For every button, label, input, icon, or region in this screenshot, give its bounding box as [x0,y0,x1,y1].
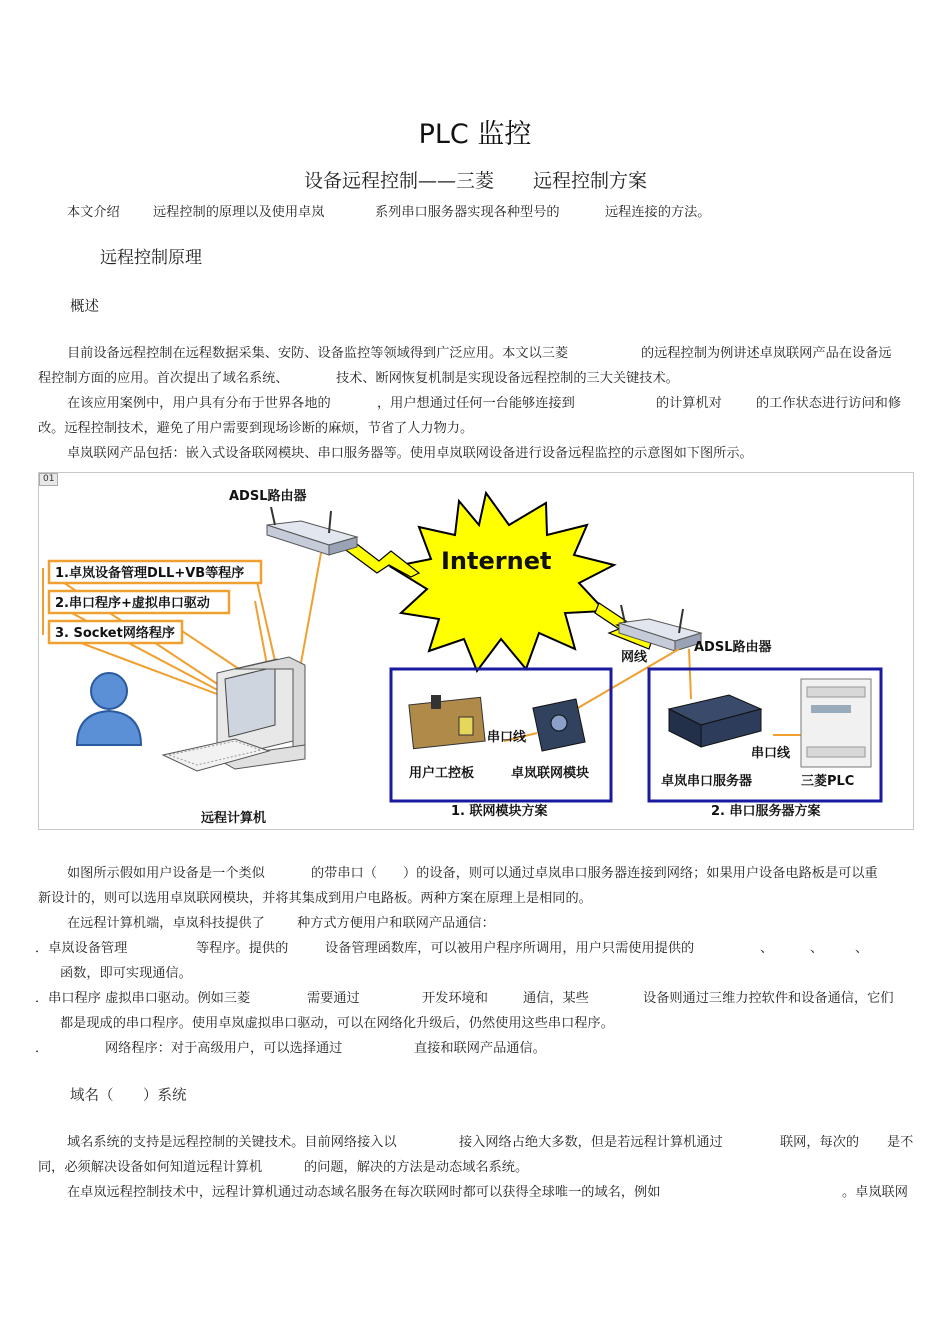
list3-c: 直接和联网产品通信。 [414,1041,546,1056]
dns-heading-a: 域名（ [70,1088,114,1104]
section-heading-principle: 远程控制原理 [100,248,202,268]
adsl-router-top-device [267,507,357,555]
figure-tab: 01 [39,473,58,486]
user-board-label: 用户工控板 [409,766,475,781]
para6-line1a: 域名系统的支持是远程控制的关键技术。目前网络接入以 [67,1135,397,1150]
para2-line1a: 在该应用案例中，用户具有分布于世界各地的 [67,396,331,411]
list1-b: 等程序。提供的 [196,941,289,956]
intro-s3: 系列串口服务器实现各种型号的 [375,205,560,220]
serial-cable-label-2: 串口线 [751,746,791,761]
list1-d: 、 [760,941,774,956]
subtitle-part1: 设备远程控制——三菱 [304,170,495,192]
para2-line2: 改。远程控制技术，避免了用户需要到现场诊断的麻烦，节省了人力物力。 [38,421,474,436]
para1-line1a: 目前设备远程控制在远程数据采集、安防、设备监控等领域得到广泛应用。本文以三菱 [67,346,569,361]
page-title: PLC 监控 [418,119,532,150]
para7-a: 在卓岚远程控制技术中，远程计算机通过动态域名服务在每次联网时都可以获得全球唯一的域名，例如 [67,1185,661,1200]
user-board-icon [409,695,485,749]
para4-line1b: 的带串口（ [311,866,377,881]
para4-line1a: 如图所示假如用户设备是一个类似 [67,866,265,881]
adsl-router-right-label: ADSL路由器 [694,640,772,655]
scheme2-label: 2. 串口服务器方案 [711,804,821,819]
user-avatar-icon [77,673,141,745]
plc-icon [801,679,871,767]
list1-cont: 函数，即可实现通信。 [60,966,192,981]
intro-s2: 远程控制的原理以及使用卓岚 [153,205,325,220]
internet-label: Internet [441,547,552,575]
scheme1-label: 1. 联网模块方案 [451,804,548,819]
para1-line1b: 的远程控制为例讲述卓岚联网产品在设备远 [641,346,892,361]
adsl-router-top-label: ADSL路由器 [229,489,307,504]
overview-heading: 概述 [70,299,99,315]
list2-a: ．串口程序 虚拟串口驱动。例如三菱 [35,991,251,1006]
para6-line1c: 联网，每次的 [780,1135,860,1150]
list2-e: 设备则通过三维力控软件和设备通信，它们 [643,991,894,1006]
intro-s1: 本文介绍 [67,205,120,220]
para6-line2b: 的问题，解决的方法是动态域名系统。 [304,1160,529,1175]
plc-label: 三菱PLC [801,774,855,789]
list2-d: 通信，某些 [523,991,589,1006]
para1-line2a: 程控制方面的应用。首次提出了域名系统、 [38,371,289,386]
list2-cont: 都是现成的串口程序。使用卓岚虚拟串口驱动，可以在网络化升级后，仍然使用这些串口程序。 [60,1016,614,1031]
network-cable-label: 网线 [621,650,648,665]
callout-label-3: 3. Socket网络程序 [55,626,175,641]
para1-line2b: 技术、断网恢复机制是实现设备远程控制的三大关键技术。 [336,371,679,386]
subtitle-part2: 远程控制方案 [533,170,648,192]
intro-s4: 远程连接的方法。 [605,205,711,220]
para3: 卓岚联网产品包括：嵌入式设备联网模块、串口服务器等。使用卓岚联网设备进行设备远程监控的示意图如下图所示。 [67,446,753,461]
network-diagram [38,472,914,830]
net-module-icon [533,699,585,751]
list3-b: 网络程序：对于高级用户，可以选择通过 [105,1041,343,1056]
network-diagram-svg [39,473,913,829]
net-module-label: 卓岚联网模块 [511,766,590,781]
para4-line1c: ）的设备，则可以通过卓岚串口服务器连接到网络；如果用户设备电路板是可以重 [403,866,878,881]
list1-a: ．卓岚设备管理 [35,941,128,956]
list2-b: 需要通过 [307,991,360,1006]
serial-server-icon [669,695,761,747]
para5-a: 在远程计算机端，卓岚科技提供了 [67,916,265,931]
list1-e: 、 [810,941,824,956]
para6-line1d: 是不 [887,1135,914,1150]
list1-c: 设备管理函数库，可以被用户程序所调用，用户只需使用提供的 [325,941,695,956]
callout-label-1: 1.卓岚设备管理DLL+VB等程序 [55,566,245,581]
para5-b: 种方式方便用户和联网产品通信： [297,916,495,931]
dns-heading-b: ）系统 [143,1088,187,1104]
list2-c: 开发环境和 [422,991,488,1006]
list1-f: 、 [855,941,869,956]
adsl-router-right-device [619,605,701,651]
para7-b: 。卓岚联网 [842,1185,908,1200]
para2-line1c: 的计算机对 [656,396,722,411]
para2-line1d: 的工作状态进行访问和修 [756,396,902,411]
internet-burst [391,493,614,671]
para4-line2: 新设计的，则可以选用卓岚联网模块，并将其集成到用户电路板。两种方案在原理上是相同的。 [38,891,592,906]
computer-icon [163,657,305,771]
serial-cable-label-1: 串口线 [487,730,527,745]
para6-line2a: 同，必须解决设备如何知道远程计算机 [38,1160,263,1175]
serial-server-label: 卓岚串口服务器 [661,774,753,789]
list3-a: ． [35,1041,49,1056]
para2-line1b: ，用户想通过任何一台能够连接到 [377,396,575,411]
para6-line1b: 接入网络占绝大多数，但是若远程计算机通过 [459,1135,723,1150]
remote-pc-label: 远程计算机 [201,811,267,826]
callout-label-2: 2.串口程序+虚拟串口驱动 [55,596,210,611]
